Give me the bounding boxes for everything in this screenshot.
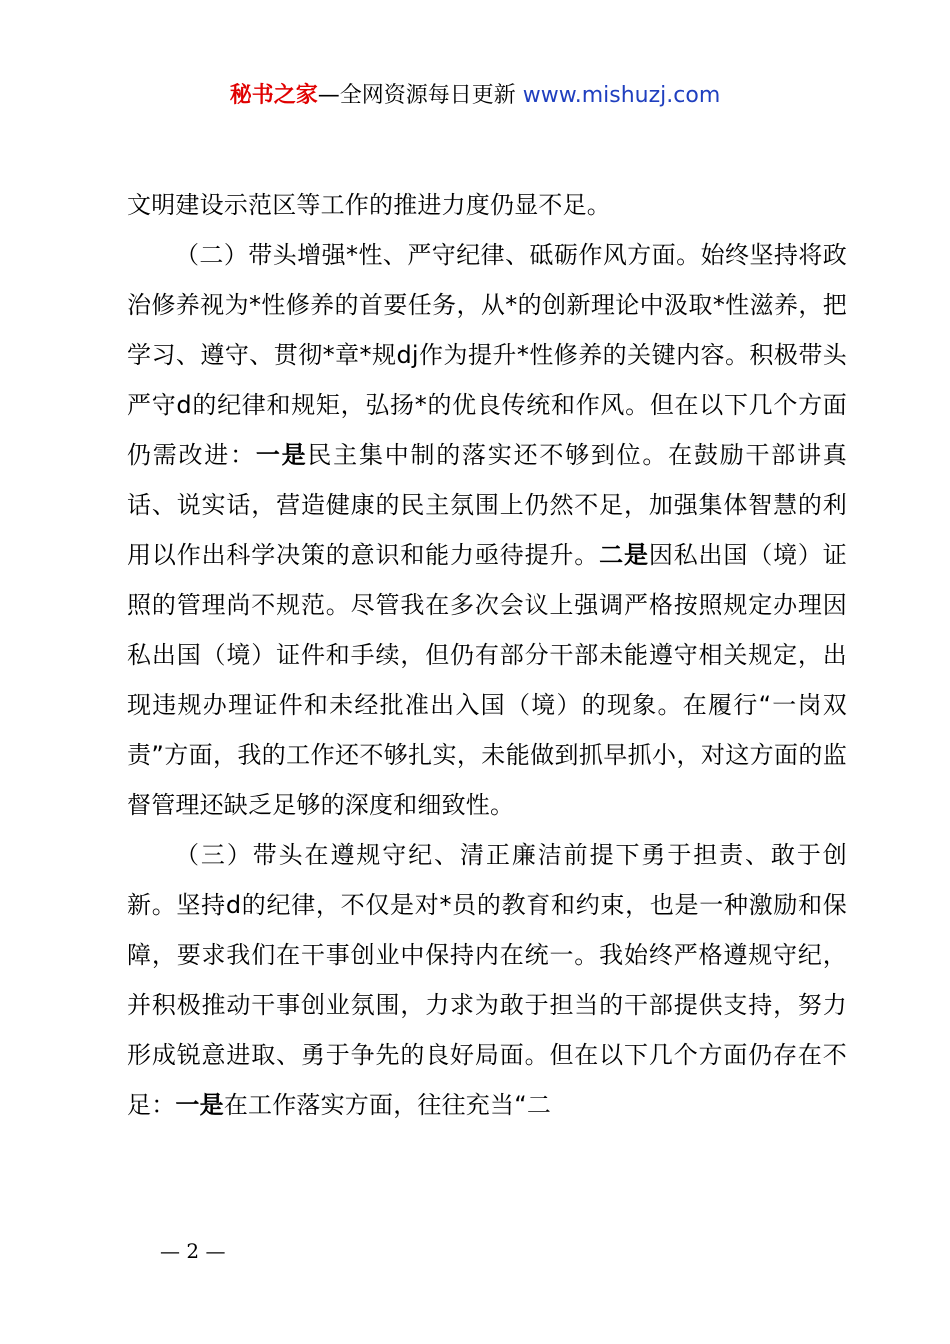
paragraph-text: 因私出国（境）证照的管理尚不规范。尽管我在多次会议上强调严格按照规定办理因私出国（境）证件和手续，但仍有部分干部未能遵守相关规定，出现违规办理证件和未经批准出入国（境）的现象。在履行“一岗双责”方面，我的工作还不够扎实，未能做到抓早抓小，对这方面的监督管理还缺乏足够的深度和细致性。 <box>127 541 847 819</box>
paragraph-section-3 <box>127 830 847 1130</box>
paragraph-text: 在工作落实方面，往往充当“二 <box>223 1091 552 1119</box>
paragraph-section-2 <box>127 230 847 830</box>
emphasis-first: 一是 <box>255 441 308 469</box>
emphasis-first: 一是 <box>175 1091 224 1119</box>
site-brand: 秘书之家 <box>229 83 318 108</box>
paragraph-text: 民主集中制的落实还不够到位。在鼓励干部讲真话、说实话，营造健康的民主氛围上仍然不足，加强集体智慧的利用以作出科学决策的意识和能力亟待提升。 <box>127 441 848 569</box>
paragraph-continued <box>127 180 847 230</box>
paragraph-text: （三）带头在遵规守纪、清正廉洁前提下勇于担责、敢于创新。坚持d的纪律，不仅是对*员的教育和约束，也是一种激励和保障，要求我们在干事创业中保持内在统一。我始终严格遵规守纪，并积极推动干事创业氛围，力求为敢于担当的干部提供支持，努力形成锐意进取、勇于争先的良好局面。但在以下几个方面仍存在不足： <box>127 841 847 1119</box>
emphasis-second: 二是 <box>599 541 649 569</box>
paragraph-text: 文明建设示范区等工作的推进力度仍显不足。 <box>127 191 611 219</box>
site-url[interactable]: www.mishuzj.com <box>522 83 721 108</box>
site-tagline: —全网资源每日更新 <box>317 83 523 108</box>
page-number: — 2 — <box>160 1239 226 1263</box>
site-header <box>0 80 950 112</box>
paragraph-text: （二）带头增强*性、严守纪律、砥砺作风方面。始终坚持将政治修养视为*性修养的首要任务，从*的创新理论中汲取*性滋养，把学习、遵守、贯彻*章*规dj作为提升*性修养的关键内容。积极带头严守d的纪律和规矩，弘扬*的优良传统和作风。但在以下几个方面仍需改进： <box>127 241 847 469</box>
document-body <box>127 180 847 1130</box>
